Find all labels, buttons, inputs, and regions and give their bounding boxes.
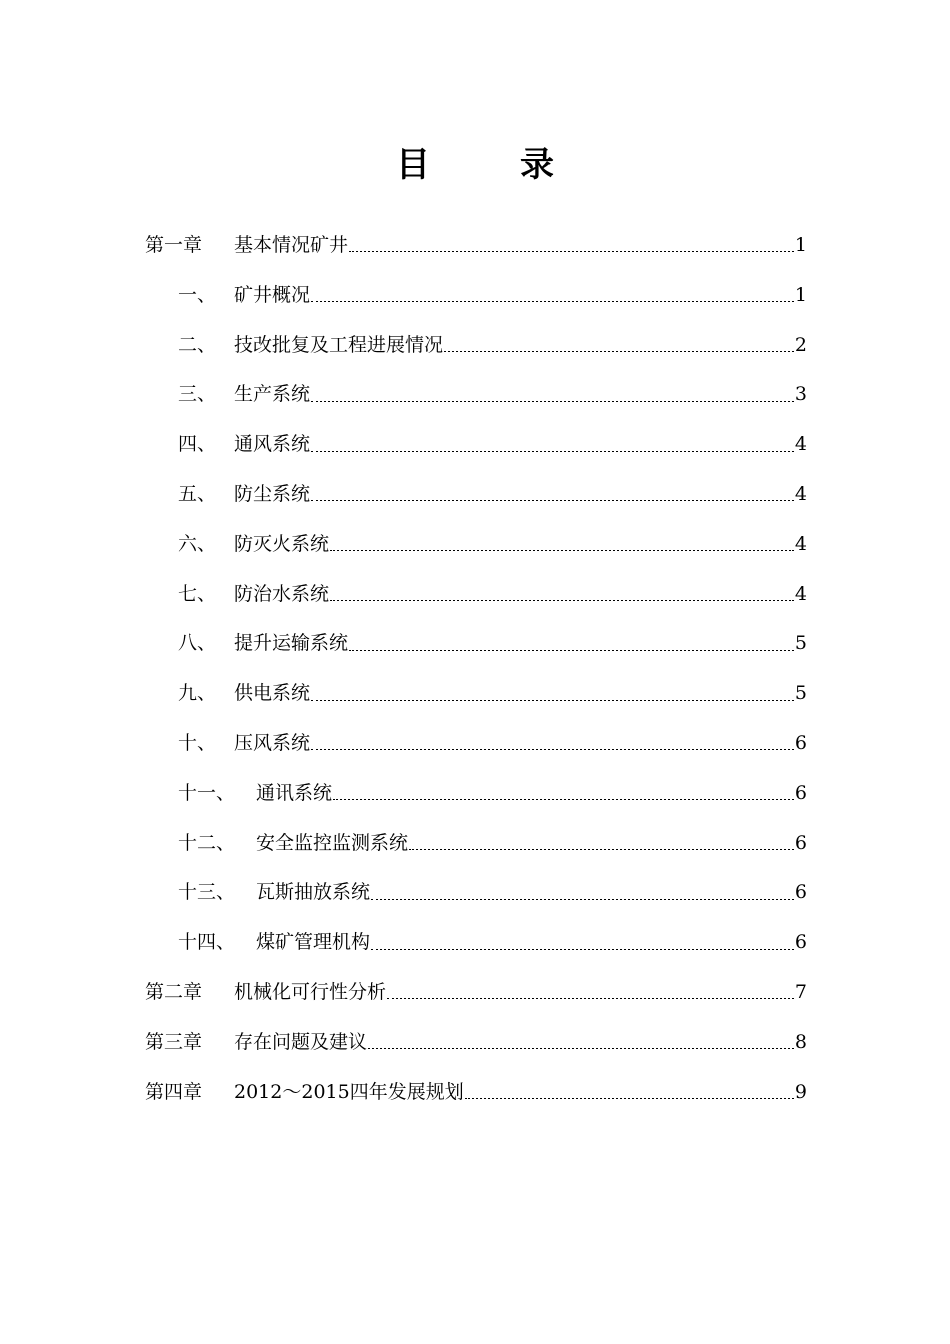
toc-entry-chapter-3[interactable] — [145, 1018, 807, 1068]
toc-entry-page: 1 — [794, 234, 807, 256]
toc-leader-dots — [349, 650, 794, 651]
toc-leader-dots — [368, 1048, 794, 1049]
toc-entry-chapter-2[interactable] — [145, 968, 807, 1018]
toc-entry-page: 4 — [794, 482, 807, 505]
toc-entry-section-10[interactable] — [145, 719, 807, 769]
toc-entry-title: 安全监控监测系统 — [256, 831, 409, 854]
toc-entry-number: 十一、 — [178, 781, 236, 804]
toc-entry-number: 七、 — [178, 582, 217, 605]
toc-entry-number: 三、 — [178, 383, 217, 406]
toc-entry-page: 7 — [794, 980, 807, 1003]
toc-entry-number: 二、 — [178, 333, 217, 356]
toc-entry-page: 2 — [794, 333, 807, 356]
toc-entry-number: 八、 — [178, 632, 217, 655]
toc-entry-section-14[interactable] — [145, 918, 807, 968]
toc-entry-section-11[interactable] — [145, 769, 807, 819]
toc-entry-chapter-1[interactable] — [145, 221, 807, 271]
toc-entry-title: 防治水系统 — [234, 582, 330, 605]
toc-entry-section-12[interactable] — [145, 819, 807, 869]
toc-entry-title: 通讯系统 — [256, 781, 333, 804]
toc-entry-title: 机械化可行性分析 — [234, 980, 387, 1003]
toc-entry-number: 四、 — [178, 433, 217, 456]
toc-entry-title: 防灭火系统 — [234, 532, 330, 555]
toc-entry-title: 供电系统 — [234, 682, 311, 705]
toc-leader-dots — [444, 351, 794, 352]
toc-entry-number: 一、 — [178, 283, 217, 306]
toc-entry-section-13[interactable] — [145, 868, 807, 918]
toc-entry-section-3[interactable] — [145, 370, 807, 420]
toc-entry-page: 8 — [794, 1030, 807, 1053]
toc-entry-section-5[interactable] — [145, 470, 807, 520]
toc-leader-dots — [409, 849, 794, 850]
toc-entry-page: 4 — [794, 433, 807, 456]
toc-entry-title: 煤矿管理机构 — [256, 931, 371, 954]
toc-entry-page: 5 — [794, 632, 807, 655]
toc-leader-dots — [330, 600, 794, 601]
toc-entry-number: 第二章 — [145, 980, 203, 1003]
toc-entry-page: 6 — [794, 931, 807, 954]
toc-entry-number: 十四、 — [178, 931, 236, 954]
toc-entry-page: 3 — [794, 383, 807, 406]
toc-leader-dots — [387, 998, 794, 999]
toc-entry-page: 6 — [794, 881, 807, 904]
toc-entry-title: 生产系统 — [234, 383, 311, 406]
toc-entry-title: 基本情况矿井 — [234, 234, 349, 256]
page-title: 目 录 — [396, 145, 582, 185]
toc-entry-section-1[interactable] — [145, 271, 807, 321]
toc-entry-section-4[interactable] — [145, 420, 807, 470]
toc-entry-title: 2012～2015四年发展规划 — [234, 1080, 464, 1103]
toc-leader-dots — [333, 799, 794, 800]
toc-entry-number: 第四章 — [145, 1080, 203, 1103]
toc-leader-dots — [371, 949, 794, 950]
toc-entry-title: 存在问题及建议 — [234, 1030, 368, 1053]
toc-leader-dots — [311, 500, 794, 501]
toc-entry-title: 防尘系统 — [234, 482, 311, 505]
toc-entry-page: 6 — [794, 731, 807, 754]
toc-entry-page: 1 — [794, 283, 807, 306]
toc-entry-title: 提升运输系统 — [234, 632, 349, 655]
toc-entry-number: 十三、 — [178, 881, 236, 904]
toc-leader-dots — [311, 749, 794, 750]
toc-entry-page: 4 — [794, 532, 807, 555]
toc-entry-section-2[interactable] — [145, 321, 807, 371]
toc-entry-title: 瓦斯抽放系统 — [256, 881, 371, 904]
toc-leader-dots — [311, 301, 794, 302]
toc-entry-number: 十二、 — [178, 831, 236, 854]
toc-leader-dots — [311, 451, 794, 452]
toc-leader-dots — [371, 899, 794, 900]
toc-entry-page: 9 — [794, 1080, 807, 1103]
toc-entry-page: 5 — [794, 682, 807, 705]
toc-entry-number: 五、 — [178, 482, 217, 505]
toc-leader-dots — [311, 401, 794, 402]
toc-leader-dots — [311, 700, 794, 701]
toc-entry-section-8[interactable] — [145, 619, 807, 669]
toc-entry-page: 4 — [794, 582, 807, 605]
toc-entry-number: 六、 — [178, 532, 217, 555]
toc-entry-page: 6 — [794, 781, 807, 804]
toc-entry-number: 第三章 — [145, 1030, 203, 1053]
toc-entry-chapter-4[interactable] — [145, 1068, 807, 1118]
toc-leader-dots — [465, 1098, 794, 1099]
toc-entry-number: 九、 — [178, 682, 217, 705]
toc-entry-page: 6 — [794, 831, 807, 854]
toc-entry-number: 第一章 — [145, 234, 203, 256]
toc-entry-title: 技改批复及工程进展情况 — [234, 333, 444, 356]
toc-entry-title: 压风系统 — [234, 731, 311, 754]
toc-entry-section-6[interactable] — [145, 520, 807, 570]
table-of-contents — [145, 221, 807, 1117]
toc-entry-section-7[interactable] — [145, 570, 807, 620]
toc-entry-title: 通风系统 — [234, 433, 311, 456]
toc-entry-section-9[interactable] — [145, 669, 807, 719]
toc-leader-dots — [330, 550, 794, 551]
toc-entry-number: 十、 — [178, 731, 217, 754]
toc-entry-title: 矿井概况 — [234, 283, 311, 306]
toc-leader-dots — [349, 251, 794, 252]
